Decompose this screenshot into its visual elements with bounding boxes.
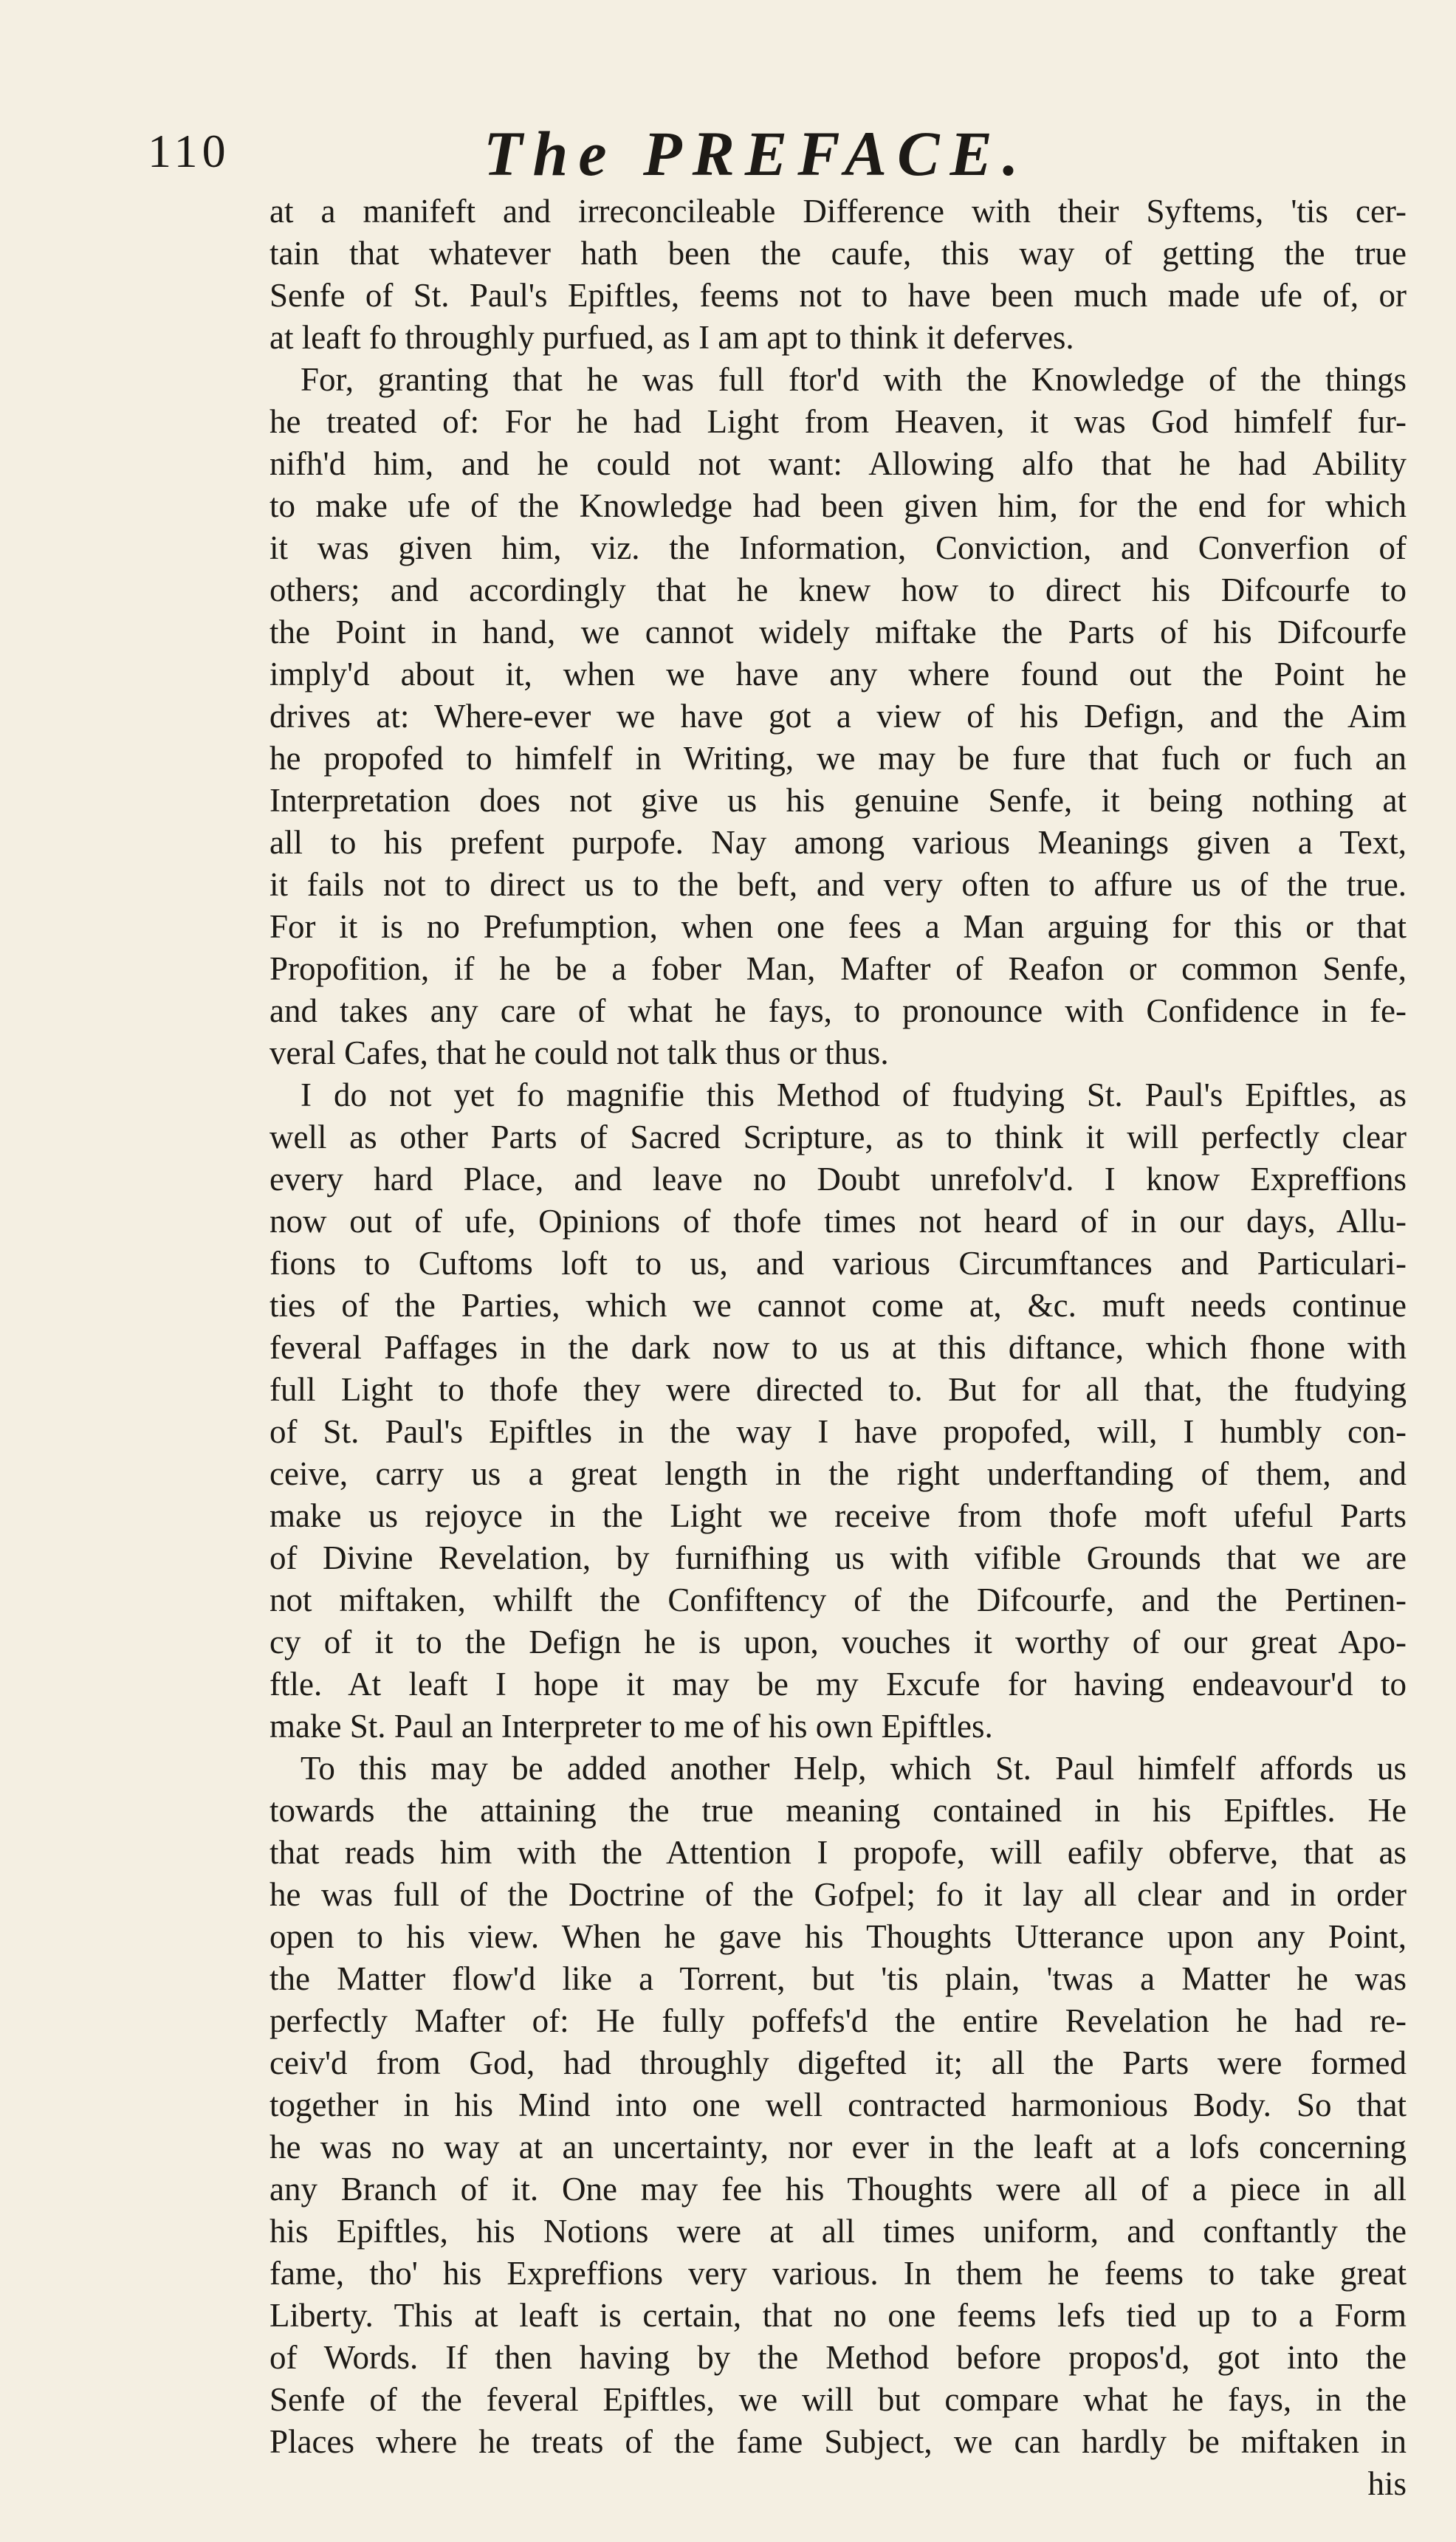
text-line: it fails not to direct us to the beft, and very often to affure us of the true. [269,866,1407,903]
text-line: now out of ufe, Opinions of thofe times not heard of in our days, Allu- [269,1203,1407,1240]
text-line: it was given him, viz. the Information, Conviction, and Converfion of [269,529,1407,566]
text-line: make St. Paul an Interpreter to me of his own Epiftles. [269,1708,993,1745]
text-line: Interpretation does not give us his genuine Senfe, it being nothing at [269,782,1407,819]
text-line: feveral Paffages in the dark now to us at this diftance, which fhone with [269,1329,1407,1366]
text-line: at leaft fo throughly purfued, as I am apt to think it deferves. [269,319,1074,356]
text-line: his Epiftles, his Notions were at all times uniform, and conftantly the [269,2213,1407,2250]
page-number: 110 [148,125,230,177]
text-line: ceive, carry us a great length in the right underftanding of them, and [269,1455,1407,1492]
text-line: not miftaken, whilft the Confiftency of the Difcourfe, and the Pertinen- [269,1581,1407,1618]
text-line: perfectly Mafter of: He fully poffefs'd the entire Revelation he had re- [269,2002,1407,2039]
paragraph-start-line: To this may be added another Help, which St. Paul himfelf affords us [301,1750,1407,1787]
text-line: that reads him with the Attention I propofe, will eafily obferve, that as [269,1834,1407,1871]
page-title: The PREFACE. [484,118,1029,189]
text-line: imply'd about it, when we have any where found out the Point he [269,656,1407,693]
text-line: tain that whatever hath been the caufe, this way of getting the true [269,235,1407,272]
text-line: ftle. At leaft I hope it may be my Excufe for having endeavour'd to [269,1666,1407,1703]
text-line: Places where he treats of the fame Subject, we can hardly be miftaken in [269,2423,1407,2460]
text-line: to make ufe of the Knowledge had been given him, for the end for which [269,487,1407,524]
text-line: he treated of: For he had Light from Heaven, it was God himfelf fur- [269,403,1407,440]
text-line: and takes any care of what he fays, to pronounce with Confidence in fe- [269,992,1407,1029]
text-line: full Light to thofe they were directed to. But for all that, the ftudying [269,1371,1407,1408]
text-line: towards the attaining the true meaning contained in his Epiftles. He [269,1792,1407,1829]
text-line: together in his Mind into one well contracted harmonious Body. So that [269,2086,1407,2123]
text-line: others; and accordingly that he knew how to direct his Difcourfe to [269,571,1407,608]
text-line: make us rejoyce in the Light we receive from thofe moft ufeful Parts [269,1497,1407,1534]
text-line: at a manifeft and irreconcileable Difference with their Syftems, 'tis cer- [269,193,1407,230]
text-line: the Matter flow'd like a Torrent, but 'tis plain, 'twas a Matter he was [269,1960,1407,1997]
text-line: fame, tho' his Expreffions very various. In them he feems to take great [269,2255,1407,2292]
text-line: Senfe of the feveral Epiftles, we will but compare what he fays, in the [269,2381,1407,2418]
text-line: Propofition, if he be a fober Man, Mafter of Reafon or common Senfe, [269,950,1407,987]
text-line: Liberty. This at leaft is certain, that no one feems lefs tied up to a Form [269,2297,1407,2334]
running-head [0,118,1456,190]
text-line: of St. Paul's Epiftles in the way I have propofed, will, I humbly con- [269,1413,1407,1450]
text-line: he was no way at an uncertainty, nor ever in the leaft at a lofs concerning [269,2129,1407,2165]
text-line: For it is no Prefumption, when one fees a Man arguing for this or that [269,908,1407,945]
text-line: of Words. If then having by the Method before propos'd, got into the [269,2339,1407,2376]
text-line: all to his prefent purpofe. Nay among various Meanings given a Text, [269,824,1407,861]
text-line: Senfe of St. Paul's Epiftles, feems not to have been much made ufe of, or [269,277,1407,314]
catchword: his [1367,2465,1407,2502]
body-text [269,190,1407,2505]
text-line: of Divine Revelation, by furnifhing us with vifible Grounds that we are [269,1539,1407,1576]
paragraph-start-line: I do not yet fo magnifie this Method of ftudying St. Paul's Epiftles, as [301,1076,1407,1113]
text-line: nifh'd him, and he could not want: Allowing alfo that he had Ability [269,445,1407,482]
text-line: fions to Cuftoms loft to us, and various Circumftances and Particulari- [269,1245,1407,1282]
text-line: every hard Place, and leave no Doubt unrefolv'd. I know Expreffions [269,1161,1407,1198]
paragraph-start-line: For, granting that he was full ftor'd with the Knowledge of the things [301,361,1407,398]
text-line: well as other Parts of Sacred Scripture, as to think it will perfectly clear [269,1119,1407,1155]
text-line: he was full of the Doctrine of the Gofpel; fo it lay all clear and in order [269,1876,1407,1913]
text-line: any Branch of it. One may fee his Thoughts were all of a piece in all [269,2171,1407,2208]
text-line: ceiv'd from God, had throughly digefted it; all the Parts were formed [269,2044,1407,2081]
text-line: cy of it to the Defign he is upon, vouches it worthy of our great Apo- [269,1624,1407,1660]
text-line: ties of the Parties, which we cannot come at, &c. muft needs continue [269,1287,1407,1324]
text-line: he propofed to himfelf in Writing, we may be fure that fuch or fuch an [269,740,1407,777]
text-line: drives at: Where-ever we have got a view of his Defign, and the Aim [269,698,1407,735]
text-line: the Point in hand, we cannot widely miftake the Parts of his Difcourfe [269,614,1407,650]
text-line: veral Cafes, that he could not talk thus or thus. [269,1034,889,1071]
text-line: open to his view. When he gave his Thoughts Utterance upon any Point, [269,1918,1407,1955]
